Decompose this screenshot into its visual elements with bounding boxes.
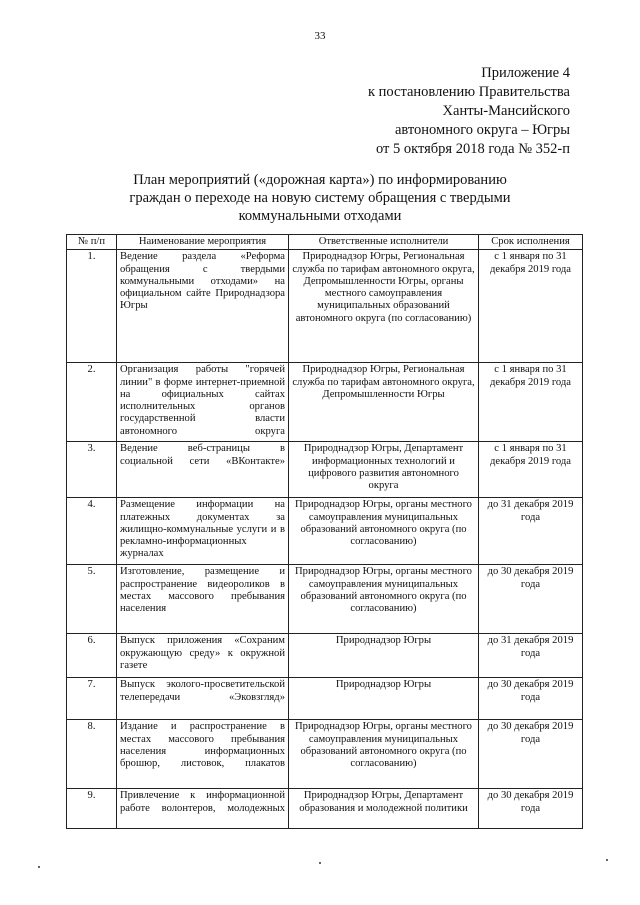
header-name: Наименование мероприятия	[117, 235, 289, 250]
header-responsible: Ответственные исполнители	[289, 235, 479, 250]
document-title	[100, 171, 540, 225]
plan-table	[66, 234, 583, 829]
row-number: 8.	[67, 720, 117, 789]
table-row	[67, 565, 583, 634]
scan-speck	[319, 862, 321, 864]
table-row	[67, 678, 583, 720]
row-activity: Издание и распространение в местах массового пребывания населения информационных брошюр, листовок, плакатов	[117, 720, 289, 789]
row-activity: Выпуск приложения «Сохраним окружающую среду» к окружной газете	[117, 634, 289, 678]
table-row	[67, 498, 583, 565]
row-responsible: Природнадзор Югры	[289, 634, 479, 678]
row-term: с 1 января по 31 декабря 2019 года	[479, 250, 583, 363]
row-responsible: Природнадзор Югры, органы местного самоуправления муниципальных образований автономного округа (по согласованию)	[289, 498, 479, 565]
scan-speck	[38, 866, 40, 868]
row-responsible: Природнадзор Югры, органы местного самоуправления муниципальных образований автономного округа (по согласованию)	[289, 565, 479, 634]
row-number: 9.	[67, 789, 117, 829]
row-term: с 1 января по 31 декабря 2019 года	[479, 442, 583, 498]
header-number: № п/п	[67, 235, 117, 250]
row-number: 3.	[67, 442, 117, 498]
row-responsible: Природнадзор Югры, Департамент образования и молодежной политики	[289, 789, 479, 829]
row-term: с 1 января по 31 декабря 2019 года	[479, 363, 583, 442]
row-responsible: Природнадзор Югры, Департамент информационных технологий и цифрового развития автономного округа	[289, 442, 479, 498]
table-row	[67, 634, 583, 678]
row-term: до 30 декабря 2019 года	[479, 678, 583, 720]
title-line: План мероприятий («дорожная карта») по информированию	[133, 172, 507, 188]
row-responsible: Природнадзор Югры	[289, 678, 479, 720]
appendix-line: к постановлению Правительства	[368, 84, 570, 100]
row-activity: Ведение раздела «Реформа обращения с твердыми коммунальными отходами» на официальном сайте Природнадзора Югры	[117, 250, 289, 363]
scan-speck	[606, 859, 608, 861]
row-number: 7.	[67, 678, 117, 720]
table-row	[67, 442, 583, 498]
row-responsible: Природнадзор Югры, органы местного самоуправления муниципальных образований автономного округа (по согласованию)	[289, 720, 479, 789]
row-term: до 31 декабря 2019 года	[479, 498, 583, 565]
row-number: 6.	[67, 634, 117, 678]
table-row	[67, 250, 583, 363]
appendix-reference	[240, 64, 570, 159]
title-line: коммунальными отходами	[238, 208, 402, 224]
title-line: граждан о переходе на новую систему обращения с твердыми	[129, 190, 511, 206]
row-number: 2.	[67, 363, 117, 442]
row-number: 5.	[67, 565, 117, 634]
row-activity: Изготовление, размещение и распространение видеороликов в местах массового пребывания населения	[117, 565, 289, 634]
table-row	[67, 363, 583, 442]
row-activity: Размещение информации на платежных документах за жилищно-коммунальные услуги и в рекламно-информационных журналах	[117, 498, 289, 565]
table-row	[67, 720, 583, 789]
appendix-line: от 5 октября 2018 года № 352-п	[375, 141, 570, 157]
appendix-line: Ханты-Мансийского	[442, 103, 570, 119]
row-activity: Ведение веб-страницы в социальной сети «ВКонтакте»	[117, 442, 289, 498]
table-row	[67, 789, 583, 829]
row-activity: Организация работы "горячей линии" в форме интернет-приемной на официальных сайтах исполнительных органов государственной власти автономного округа	[117, 363, 289, 442]
row-term: до 30 декабря 2019 года	[479, 789, 583, 829]
appendix-line: автономного округа – Югры	[394, 122, 570, 138]
row-term: до 30 декабря 2019 года	[479, 565, 583, 634]
row-number: 4.	[67, 498, 117, 565]
row-responsible: Природнадзор Югры, Региональная служба по тарифам автономного округа, Депромышленности Югры	[289, 363, 479, 442]
row-activity: Выпуск эколого-просветительской телепередачи «Эковзгляд»	[117, 678, 289, 720]
table-header-row	[67, 235, 583, 250]
row-term: до 30 декабря 2019 года	[479, 720, 583, 789]
row-number: 1.	[67, 250, 117, 363]
page-number: 33	[314, 30, 326, 42]
row-activity: Привлечение к информационной работе волонтеров, молодежных	[117, 789, 289, 829]
header-term: Срок исполнения	[479, 235, 583, 250]
row-term: до 31 декабря 2019 года	[479, 634, 583, 678]
row-responsible: Природнадзор Югры, Региональная служба по тарифам автономного округа, Депромышленности Югры, органы местного самоуправления муниципальных образований автономного округа (по согласованию)	[289, 250, 479, 363]
appendix-line: Приложение 4	[481, 65, 570, 81]
